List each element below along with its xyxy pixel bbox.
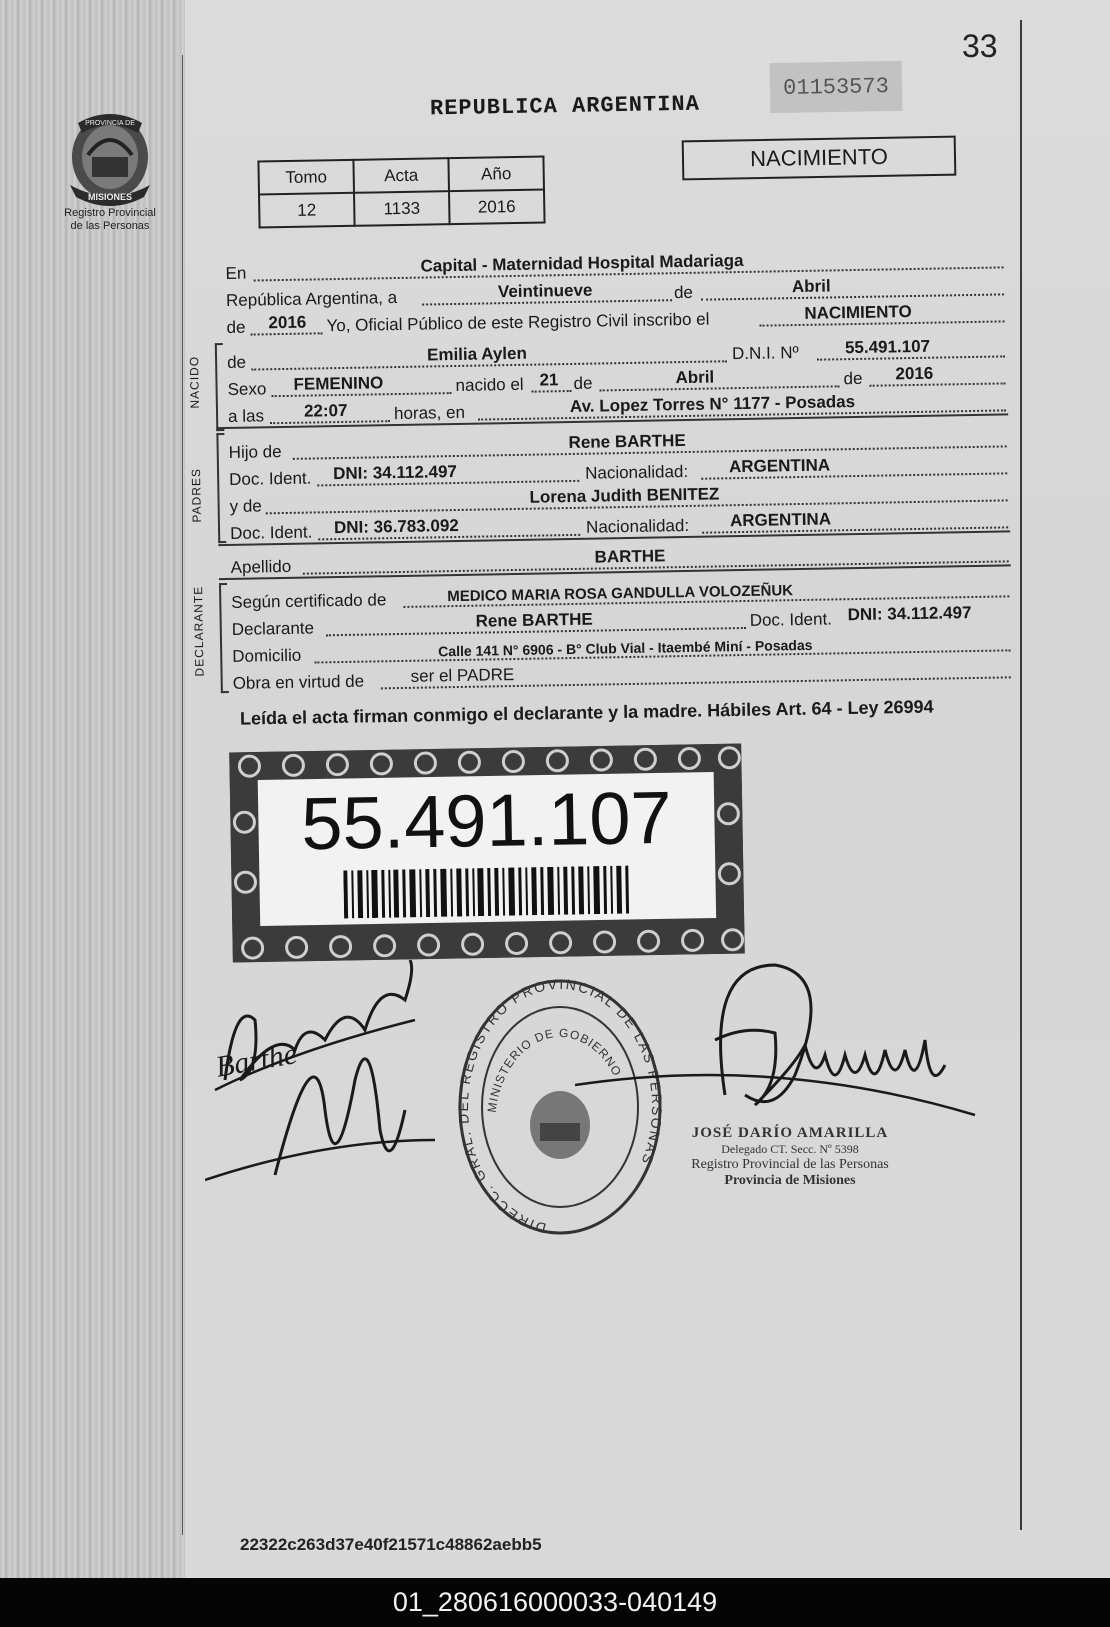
dni-value: 55.491.107 <box>844 336 931 358</box>
father-doc-value: DNI: 34.112.497 <box>332 461 458 484</box>
scan-edge-strip <box>0 0 185 1578</box>
surname-label: Apellido <box>230 556 292 577</box>
address-label: Domicilio <box>232 645 302 666</box>
registry-header-acta: Acta <box>353 158 449 193</box>
birth-month-value: Abril <box>675 367 715 388</box>
name-label: de <box>226 352 247 372</box>
time-value: 22:07 <box>303 400 348 421</box>
day-words-value: Veintinueve <box>497 280 593 302</box>
declarant-signature-text: Barthe <box>213 1037 300 1084</box>
father-doc-label: Doc. Ident. <box>229 468 312 489</box>
footer-id-bar <box>0 1578 1110 1627</box>
declarant-value: Rene BARTHE <box>475 609 593 631</box>
republic-label: República Argentina, a <box>225 288 398 310</box>
certificate-label: Según certificado de <box>231 590 387 612</box>
page-edge-line <box>1020 20 1022 1530</box>
dni-sticker-number: 55.491.107 <box>300 775 673 866</box>
reason-label: Obra en virtud de <box>232 671 365 693</box>
document-type-box: NACIMIENTO <box>682 136 957 181</box>
mother-nat-value: ARGENTINA <box>729 509 832 531</box>
registry-header-tomo: Tomo <box>258 160 354 195</box>
date-de-label: de <box>673 282 694 303</box>
registry-value-acta: 1133 <box>354 191 450 226</box>
sex-label: Sexo <box>227 379 267 399</box>
declarant-doc-value: DNI: 34.112.497 <box>847 603 972 625</box>
logo-caption-line2: de las Personas <box>70 220 150 232</box>
birth-de1-label: de <box>573 373 593 393</box>
born-label: nacido el <box>455 374 524 395</box>
official-office: Registro Provincial de las Personas <box>691 1157 889 1172</box>
logo-banner-text: PROVINCIA DE <box>85 120 135 127</box>
official-name: JOSÉ DARÍO AMARILLA <box>691 1125 889 1141</box>
seal-outer-text: DIRECC. GRAL. DEL REGISTRO PROVINCIAL DE LAS PERSONAS <box>455 975 665 1237</box>
parents-section-label: PADRES <box>188 467 204 523</box>
official-province: Provincia de Misiones <box>724 1173 856 1188</box>
mother-doc-value: DNI: 36.783.092 <box>333 515 459 538</box>
father-nat-label: Nacionalidad: <box>584 461 689 483</box>
sex-value: FEMENINO <box>293 373 384 394</box>
month-value: Abril <box>791 276 831 297</box>
address-value: Calle 141 N° 6906 - B° Club Vial - Itaembé Miní - Posadas <box>438 636 813 660</box>
seal-inner-text: MINISTERIO DE GOBIERNO <box>484 1025 625 1114</box>
registry-header-row <box>258 157 544 195</box>
mother-value: Lorena Judith BENITEZ <box>529 484 720 507</box>
official-role: Delegado CT. Secc. Nº 5398 <box>721 1142 859 1156</box>
birth-day-value: 21 <box>539 370 559 390</box>
born-bracket <box>215 343 225 431</box>
act-type-value: NACIMIENTO <box>804 302 912 323</box>
dni-sticker <box>229 744 745 963</box>
time-label: a las <box>227 406 265 426</box>
place-value: Capital - Maternidad Hospital Madariaga <box>420 250 744 276</box>
registry-value-ano: 2016 <box>449 190 545 225</box>
birth-de2-label: de <box>843 368 863 389</box>
logo-caption-line1: Registro Provincial <box>64 207 156 219</box>
birth-place-value: Av. Lopez Torres N° 1177 - Posadas <box>569 392 856 417</box>
mother-doc-label: Doc. Ident. <box>229 522 313 543</box>
father-value: Rene BARTHE <box>568 430 686 453</box>
and-of-label: y de <box>229 496 262 516</box>
registry-table <box>257 156 545 229</box>
year-value: 2016 <box>268 312 307 333</box>
margin-line <box>182 55 183 1535</box>
mother-nat-label: Nacionalidad: <box>585 515 690 537</box>
born-section-label: NACIDO <box>187 355 202 409</box>
closing-statement: Leída el acta firman conmigo el declarante y la madre. Hábiles Art. 64 - Ley 26994 <box>239 696 934 729</box>
birth-year-value: 2016 <box>895 363 934 384</box>
son-of-label: Hijo de <box>228 442 282 462</box>
footer-id: 01_280616000033-040149 <box>392 1587 718 1617</box>
logo-caption <box>30 207 190 233</box>
year-de-label: de <box>226 317 246 337</box>
surname-value: BARTHE <box>594 546 666 567</box>
hours-label: horas, en <box>393 402 466 424</box>
declarant-label: Declarante <box>231 618 315 639</box>
barcode-icon <box>343 865 634 918</box>
reason-value: ser el PADRE <box>410 665 515 686</box>
father-nat-value: ARGENTINA <box>728 455 831 477</box>
official-stamp <box>650 1125 930 1189</box>
country-title: REPUBLICA ARGENTINA <box>429 91 701 122</box>
document-hash: 22322c263d37e40f21571c48862aebb5 <box>240 1535 542 1554</box>
declarant-doc-label: Doc. Ident. <box>749 609 833 630</box>
registry-value-tomo: 12 <box>259 193 355 228</box>
serial-number: 01153573 <box>770 61 903 113</box>
registry-header-ano: Año <box>448 157 544 192</box>
registry-value-row <box>259 190 545 228</box>
page-number: 33 <box>962 28 998 64</box>
dni-label: D.N.I. Nº <box>731 343 799 364</box>
declarant-section-label: DECLARANTE <box>191 585 207 677</box>
logo-name-text: MISIONES <box>87 192 133 202</box>
name-value: Emilia Aylen <box>426 343 528 365</box>
officer-text: Yo, Oficial Público de este Registro Civil inscribo el <box>326 309 710 336</box>
declarant-signature <box>205 960 465 1220</box>
dni-sticker-card <box>258 772 716 926</box>
certificate-value: MEDICO MARIA ROSA GANDULLA VOLOZEÑUK <box>447 582 794 606</box>
place-label: En <box>225 263 247 283</box>
